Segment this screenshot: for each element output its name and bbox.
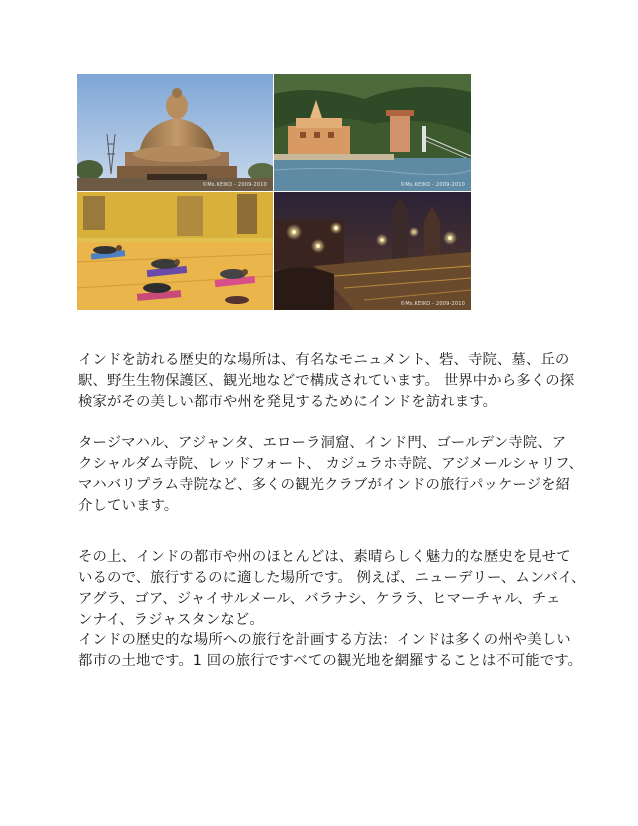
text-line: インドを訪れる歴史的な場所は、有名なモニュメント、砦、寺院、墓、丘の (78, 352, 570, 368)
text-line: クシャルダム寺院、レッドフォート、 カジュラホ寺院、アジメールシャリフ、 (78, 456, 584, 472)
text-line: アグラ、ゴア、ジャイサルメール、バラナシ、ケララ、ヒマーチャル、チェ (78, 591, 561, 607)
paragraph-cities-states (78, 547, 588, 631)
text-line: 介しています。 (78, 498, 179, 514)
text-line: ンナイ、ラジャスタンなど。 (78, 612, 264, 628)
buddha-statue-photo (77, 74, 273, 191)
yoga-class-photo (77, 192, 273, 310)
photo-collage (77, 74, 471, 310)
text-line: 検家がその美しい都市や州を発見するためにインドを訪れます。 (78, 394, 498, 410)
photo-watermark: ©Ms.KEIKO - 2009-2010 (400, 301, 465, 307)
photo-watermark: ©Ms.KEIKO - 2009-2010 (202, 182, 267, 188)
text-line: タージマハル、アジャンタ、エローラ洞窟、インド門、ゴールデン寺院、ア (78, 435, 567, 451)
text-line: 駅、野生生物保護区、観光地などで構成されています。 世界中から多くの探 (78, 373, 575, 389)
paragraph-famous-sites (78, 433, 588, 517)
ganga-aarti-photo (274, 192, 471, 310)
paragraph-trip-planning (78, 630, 588, 672)
paragraph-historic-places (78, 350, 588, 413)
text-line: インドの歴史的な場所への旅行を計画する方法：インドは多くの州や美しい (78, 632, 571, 648)
text-line: いるので、旅行するのに適した場所です。 例えば、ニューデリー、ムンバイ、 (78, 570, 586, 586)
text-line: その上、インドの都市や州のほとんどは、素晴らしく魅力的な歴史を見せて (78, 549, 571, 565)
rishikesh-temples-photo (274, 74, 471, 191)
photo-watermark: ©Ms.KEIKO - 2009-2010 (400, 182, 465, 188)
text-line: 都市の土地です。1 回の旅行ですべての観光地を網羅することは不可能です。 (78, 653, 583, 669)
text-line: マハバリプラム寺院など、多くの観光クラブがインドの旅行パッケージを紹 (78, 477, 571, 493)
